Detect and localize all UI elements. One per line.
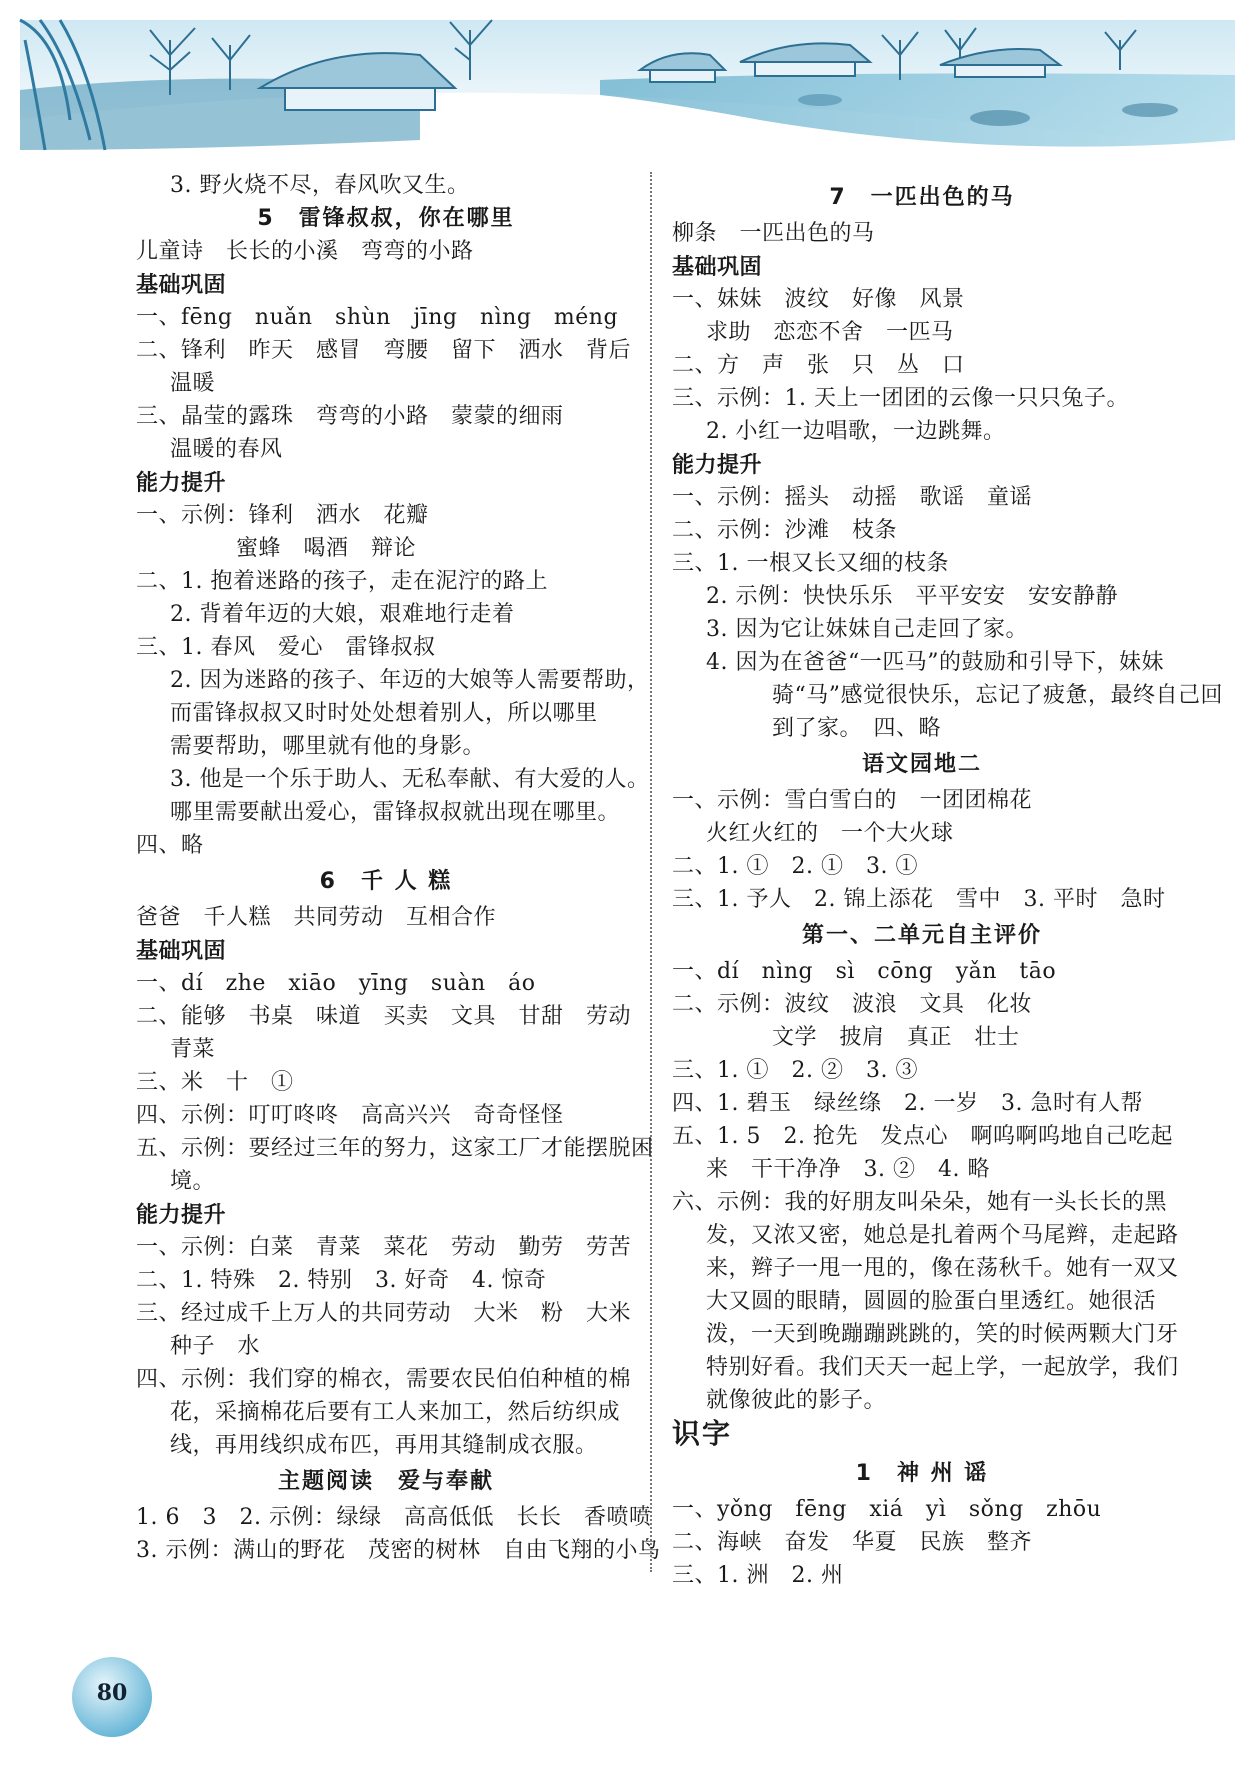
answer-line: 一、妹妹 波纹 好像 风景 — [672, 287, 965, 312]
answer-line: 一、dí nìng sì cōng yǎn tāo — [672, 959, 1057, 984]
answer-line: 四、1. 碧玉 绿丝绦 2. 一岁 3. 急时有人帮 — [672, 1091, 1143, 1116]
answer-line: 泼，一天到晚蹦蹦跳跳的，笑的时候两颗大门牙 — [706, 1322, 1179, 1347]
answer-line: 二、1. 特殊 2. 特别 3. 好奇 4. 惊奇 — [136, 1268, 547, 1293]
section-heading: 能力提升 — [672, 452, 763, 478]
answer-line: 四、略 — [136, 833, 204, 858]
answer-line: 一、yǒng fēng xiá yì sǒng zhōu — [672, 1497, 1102, 1522]
answer-line: 儿童诗 长长的小溪 弯弯的小路 — [136, 239, 474, 264]
answer-line: 线，再用线织成布匹，再用其缝制成衣服。 — [170, 1433, 598, 1458]
answer-line: 种子 水 — [170, 1334, 261, 1359]
answer-line: 蜜蜂 喝酒 辩论 — [236, 536, 417, 561]
answer-line: 3. 因为它让妹妹自己走回了家。 — [706, 617, 1028, 642]
section-heading: 能力提升 — [136, 1202, 227, 1228]
page-number: 80 — [96, 1680, 128, 1706]
answer-line: 一、示例：摇头 动摇 歌谣 童谣 — [672, 485, 1033, 510]
answer-line: 二、能够 书桌 味道 买卖 文具 甘甜 劳动 — [136, 1004, 632, 1029]
answer-line: 需要帮助，哪里就有他的身影。 — [170, 734, 486, 759]
answer-line: 三、1. 一根又长又细的枝条 — [672, 551, 949, 576]
answer-line: 来 干干净净 3. ② 4. 略 — [706, 1157, 990, 1182]
answer-line: 三、米 十 ① — [136, 1070, 294, 1095]
lesson-title: 7 一匹出色的马 — [829, 185, 1015, 210]
answer-line: 大又圆的眼睛，圆圆的脸蛋白里透红。她很活 — [706, 1289, 1157, 1314]
answer-line: 温暖 — [170, 371, 216, 396]
answer-line: 火红火红的 一个大火球 — [706, 821, 954, 846]
answer-line: 2. 背着年迈的大娘，艰难地行走着 — [170, 602, 515, 627]
answer-line: 3. 示例：满山的野花 茂密的树林 自由飞翔的小鸟 — [136, 1538, 661, 1563]
answer-line: 柳条 一匹出色的马 — [672, 221, 875, 246]
lesson-title: 第一、二单元自主评价 — [801, 923, 1042, 948]
section-heading: 能力提升 — [136, 470, 227, 496]
section-heading: 基础巩固 — [672, 254, 763, 280]
answer-line: 4. 因为在爸爸“一匹马”的鼓励和引导下，妹妹 — [706, 650, 1164, 675]
answer-line: 三、1. 予人 2. 锦上添花 雪中 3. 平时 急时 — [672, 887, 1166, 912]
answer-line: 三、1. 春风 爱心 雷锋叔叔 — [136, 635, 436, 660]
answer-line: 五、示例：要经过三年的努力，这家工厂才能摆脱困 — [136, 1136, 654, 1161]
unit-heading: 识字 — [672, 1417, 733, 1450]
answer-line: 2. 示例：快快乐乐 平平安安 安安静静 — [706, 584, 1118, 609]
answer-line: 3. 野火烧不尽，春风吹又生。 — [170, 173, 470, 198]
answer-line: 花，采摘棉花后要有工人来加工，然后纺织成 — [170, 1400, 621, 1425]
lesson-title: 1 神 州 谣 — [855, 1461, 989, 1486]
answer-line: 文学 披肩 真正 壮士 — [772, 1025, 1020, 1050]
answer-line: 四、示例：叮叮咚咚 高高兴兴 奇奇怪怪 — [136, 1103, 564, 1128]
answer-line: 一、fēng nuǎn shùn jīng nìng méng — [136, 305, 619, 330]
column-divider — [650, 172, 652, 1572]
answer-line: 三、1. ① 2. ② 3. ③ — [672, 1058, 918, 1083]
answer-line: 二、1. 抱着迷路的孩子，走在泥泞的路上 — [136, 569, 548, 594]
answer-line: 三、晶莹的露珠 弯弯的小路 蒙蒙的细雨 — [136, 404, 564, 429]
header-landscape-banner — [0, 0, 1250, 175]
answer-line: 二、1. ① 2. ① 3. ① — [672, 854, 918, 879]
answer-line: 发，又浓又密，她总是扎着两个马尾辫，走起路 — [706, 1223, 1179, 1248]
answer-line: 一、示例：雪白雪白的 一团团棉花 — [672, 788, 1033, 813]
answer-line: 青菜 — [170, 1037, 216, 1062]
answer-line: 2. 因为迷路的孩子、年迈的大娘等人需要帮助， — [170, 668, 650, 693]
answer-line: 哪里需要献出爱心，雷锋叔叔就出现在哪里。 — [170, 800, 621, 825]
section-heading: 基础巩固 — [136, 938, 227, 964]
answer-line: 爸爸 千人糕 共同劳动 互相合作 — [136, 905, 497, 930]
answer-line: 三、示例：1. 天上一团团的云像一只只兔子。 — [672, 386, 1129, 411]
answer-line: 3. 他是一个乐于助人、无私奉献、有大爱的人。 — [170, 767, 650, 792]
answer-line: 温暖的春风 — [170, 437, 283, 462]
answer-line: 二、海峡 奋发 华夏 民族 整齐 — [672, 1530, 1033, 1555]
answer-line: 就像彼此的影子。 — [706, 1388, 887, 1413]
answer-line: 三、1. 洲 2. 州 — [672, 1563, 844, 1588]
answer-line: 二、示例：沙滩 枝条 — [672, 518, 898, 543]
answer-line: 二、锋利 昨天 感冒 弯腰 留下 洒水 背后 — [136, 338, 632, 363]
answer-line: 一、示例：白菜 青菜 菜花 劳动 勤劳 劳苦 — [136, 1235, 632, 1260]
answer-line: 到了家。 四、略 — [772, 716, 942, 741]
section-heading: 基础巩固 — [136, 272, 227, 298]
answer-line: 求助 恋恋不舍 一匹马 — [706, 320, 954, 345]
answer-line: 四、示例：我们穿的棉衣，需要农民伯伯种植的棉 — [136, 1367, 632, 1392]
answer-line: 骑“马”感觉很快乐，忘记了疲惫，最终自己回 — [772, 683, 1223, 708]
lesson-title: 主题阅读 爱与奉献 — [277, 1469, 494, 1494]
answer-line: 一、dí zhe xiāo yīng suàn áo — [136, 971, 536, 996]
answer-line: 特别好看。我们天天一起上学，一起放学，我们 — [706, 1355, 1179, 1380]
answer-line: 2. 小红一边唱歌，一边跳舞。 — [706, 419, 1006, 444]
answer-line: 一、示例：锋利 洒水 花瓣 — [136, 503, 429, 528]
answer-line: 境。 — [170, 1169, 216, 1194]
answer-line: 1. 6 3 2. 示例：绿绿 高高低低 长长 香喷喷 — [136, 1505, 652, 1530]
answer-line: 三、经过成千上万人的共同劳动 大米 粉 大米 — [136, 1301, 632, 1326]
answer-line: 来，辫子一甩一甩的，像在荡秋千。她有一双又 — [706, 1256, 1179, 1281]
lesson-title: 语文园地二 — [861, 752, 982, 777]
answer-line: 二、方 声 张 只 丛 口 — [672, 353, 965, 378]
lesson-title: 6 千 人 糕 — [319, 869, 453, 894]
lesson-title: 5 雷锋叔叔，你在哪里 — [257, 206, 515, 231]
answer-line: 而雷锋叔叔又时时处处想着别人，所以哪里 — [170, 701, 598, 726]
answer-line: 五、1. 5 2. 抢先 发点心 啊呜啊呜地自己吃起 — [672, 1124, 1173, 1149]
answer-line: 二、示例：波纹 波浪 文具 化妆 — [672, 992, 1033, 1017]
answer-line: 六、示例：我的好朋友叫朵朵，她有一头长长的黑 — [672, 1190, 1168, 1215]
